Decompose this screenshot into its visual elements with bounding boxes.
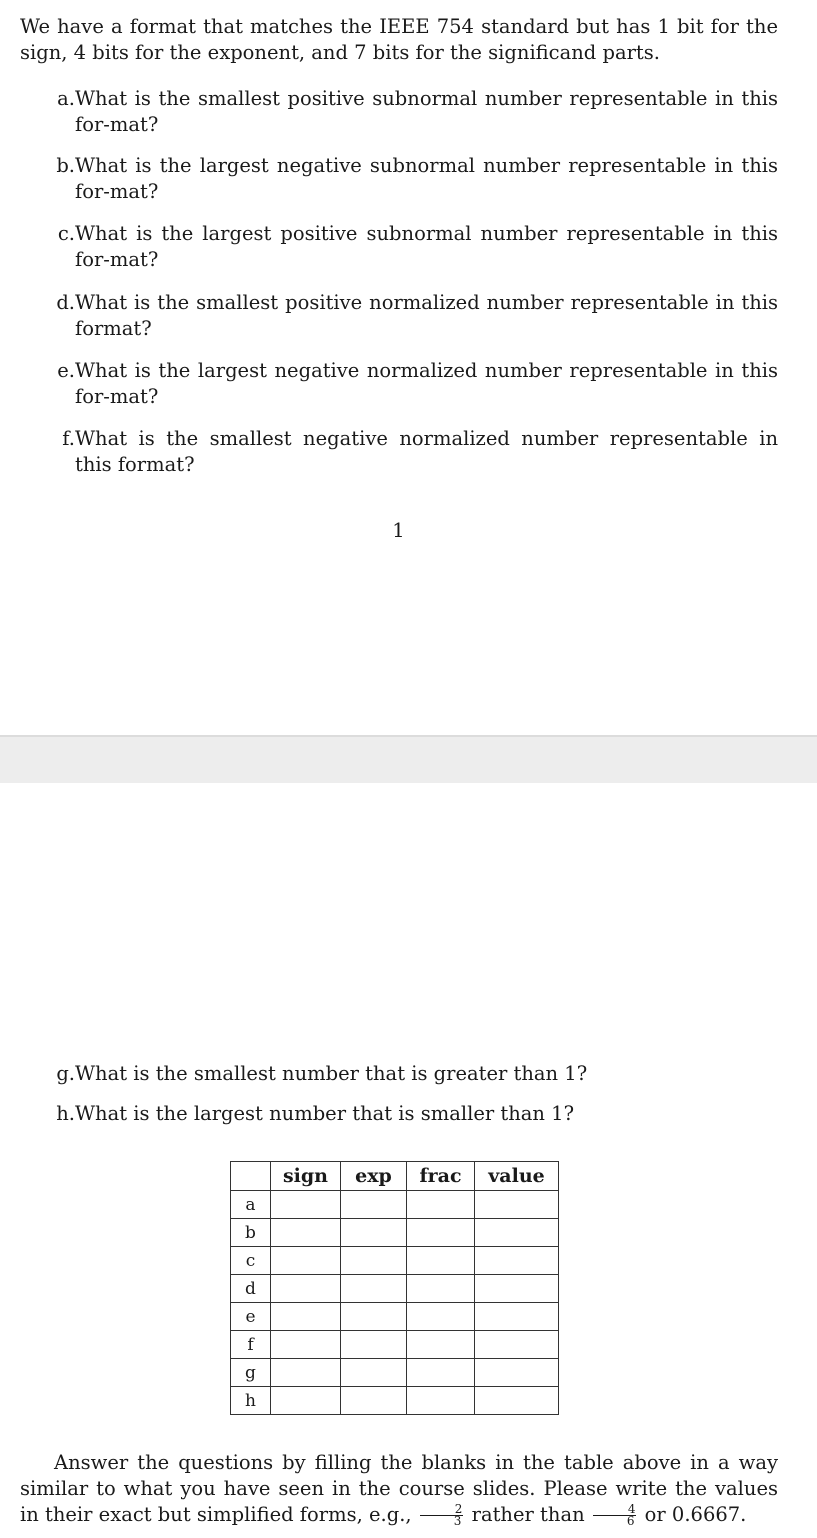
instructions-paragraph bbox=[20, 1450, 778, 1528]
denominator: 6 bbox=[626, 1514, 635, 1528]
row-label: a bbox=[231, 1191, 271, 1219]
row-label: h bbox=[231, 1387, 271, 1415]
row-label: g bbox=[231, 1359, 271, 1387]
frac-cell[interactable] bbox=[407, 1359, 475, 1387]
value-cell[interactable] bbox=[475, 1331, 559, 1359]
value-cell[interactable] bbox=[475, 1191, 559, 1219]
instructions-text: Answer the questions by filling the blanks in the table above in a way similar to what you have seen in the course slides. Please write the values in their exact but simplified forms, e.g., bbox=[20, 1451, 778, 1526]
exp-cell[interactable] bbox=[341, 1275, 407, 1303]
frac-cell[interactable] bbox=[407, 1275, 475, 1303]
denominator: 3 bbox=[453, 1514, 462, 1528]
question-text: What is the smallest number that is greater than 1? bbox=[75, 1062, 588, 1085]
question-text: What is the largest number that is smaller than 1? bbox=[75, 1102, 575, 1125]
frac-cell[interactable] bbox=[407, 1387, 475, 1415]
value-cell[interactable] bbox=[475, 1247, 559, 1275]
value-cell[interactable] bbox=[475, 1303, 559, 1331]
table-row bbox=[231, 1247, 559, 1275]
row-label: b bbox=[231, 1219, 271, 1247]
question-text: What is the smallest positive subnormal number representable in this for-mat? bbox=[75, 87, 778, 136]
instructions-text: or 0.6667. bbox=[644, 1503, 747, 1526]
question-text: What is the smallest negative normalized number representable in this format? bbox=[75, 427, 778, 476]
question-label: g. bbox=[56, 1062, 75, 1085]
answer-table bbox=[230, 1161, 559, 1415]
question-text: What is the largest negative subnormal number representable in this for-mat? bbox=[75, 154, 778, 203]
sign-cell[interactable] bbox=[271, 1303, 341, 1331]
fraction-two-thirds bbox=[420, 1504, 464, 1527]
exp-cell[interactable] bbox=[341, 1191, 407, 1219]
question-label: e. bbox=[57, 359, 75, 382]
frac-cell[interactable] bbox=[407, 1303, 475, 1331]
row-label: f bbox=[231, 1331, 271, 1359]
table-row bbox=[231, 1303, 559, 1331]
question-text: What is the smallest positive normalized number representable in this format? bbox=[75, 291, 778, 340]
question-label: c. bbox=[57, 222, 75, 245]
table-row bbox=[231, 1219, 559, 1247]
table-row bbox=[231, 1331, 559, 1359]
header-corner bbox=[231, 1162, 271, 1191]
exp-cell[interactable] bbox=[341, 1331, 407, 1359]
question-label: b. bbox=[56, 154, 75, 177]
sign-cell[interactable] bbox=[271, 1331, 341, 1359]
frac-cell[interactable] bbox=[407, 1219, 475, 1247]
table-row bbox=[231, 1387, 559, 1415]
page-1 bbox=[0, 0, 817, 735]
frac-cell[interactable] bbox=[407, 1331, 475, 1359]
table-header-row bbox=[231, 1162, 559, 1191]
sign-cell[interactable] bbox=[271, 1387, 341, 1415]
sign-cell[interactable] bbox=[271, 1219, 341, 1247]
question-text: What is the largest negative normalized number representable in this for-mat? bbox=[75, 359, 778, 408]
question-text: What is the largest positive subnormal number representable in this for-mat? bbox=[75, 222, 778, 271]
sign-cell[interactable] bbox=[271, 1247, 341, 1275]
sign-cell[interactable] bbox=[271, 1191, 341, 1219]
row-label: c bbox=[231, 1247, 271, 1275]
header-sign: sign bbox=[271, 1162, 341, 1191]
value-cell[interactable] bbox=[475, 1387, 559, 1415]
sign-cell[interactable] bbox=[271, 1275, 341, 1303]
question-label: d. bbox=[56, 291, 75, 314]
row-label: e bbox=[231, 1303, 271, 1331]
value-cell[interactable] bbox=[475, 1359, 559, 1387]
exp-cell[interactable] bbox=[341, 1247, 407, 1275]
page-separator bbox=[0, 735, 817, 783]
intro-paragraph: We have a format that matches the IEEE 754 standard but has 1 bit for the sign, 4 bits for the exponent, and 7 bits for the significand parts. bbox=[20, 15, 778, 64]
table-row bbox=[231, 1191, 559, 1219]
instructions-text: rather than bbox=[471, 1503, 585, 1526]
table-row bbox=[231, 1275, 559, 1303]
exp-cell[interactable] bbox=[341, 1387, 407, 1415]
question-label: a. bbox=[57, 87, 75, 110]
frac-cell[interactable] bbox=[407, 1191, 475, 1219]
exp-cell[interactable] bbox=[341, 1219, 407, 1247]
value-cell[interactable] bbox=[475, 1219, 559, 1247]
exp-cell[interactable] bbox=[341, 1303, 407, 1331]
value-cell[interactable] bbox=[475, 1275, 559, 1303]
row-label: d bbox=[231, 1275, 271, 1303]
table-row bbox=[231, 1359, 559, 1387]
frac-cell[interactable] bbox=[407, 1247, 475, 1275]
header-frac: frac bbox=[407, 1162, 475, 1191]
question-label: h. bbox=[56, 1102, 75, 1125]
numerator: 4 bbox=[593, 1504, 637, 1516]
header-exp: exp bbox=[341, 1162, 407, 1191]
exp-cell[interactable] bbox=[341, 1359, 407, 1387]
page-number: 1 bbox=[392, 519, 405, 542]
fraction-four-sixths bbox=[593, 1504, 637, 1527]
numerator: 2 bbox=[420, 1504, 464, 1516]
question-label: f. bbox=[62, 427, 75, 450]
sign-cell[interactable] bbox=[271, 1359, 341, 1387]
page-2 bbox=[0, 783, 817, 1538]
header-value: value bbox=[475, 1162, 559, 1191]
